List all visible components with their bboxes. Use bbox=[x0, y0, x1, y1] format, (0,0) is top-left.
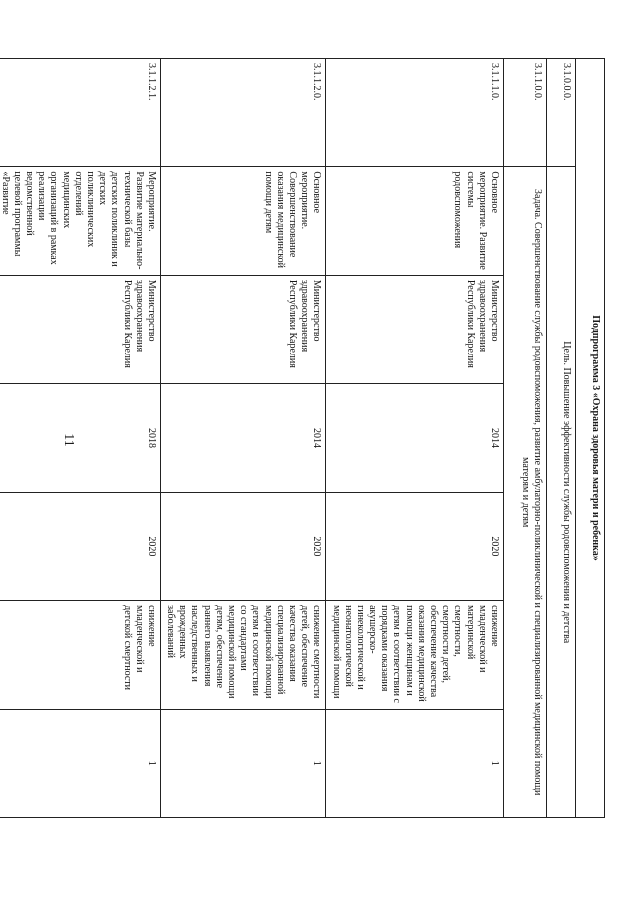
goal-code: 3.1.0.0.0. bbox=[547, 59, 576, 167]
table-row bbox=[160, 59, 325, 818]
row-executor: Министерство здравоохранения Республики Карелия bbox=[326, 275, 504, 383]
row-start-year: 2018 bbox=[0, 384, 160, 492]
row-end-year: 2020 bbox=[160, 492, 325, 600]
program-table bbox=[0, 58, 605, 818]
row-indicator: 1 bbox=[326, 709, 504, 817]
row-result: снижение младенческой и детской смертности bbox=[0, 601, 160, 709]
row-name: Мероприятие. Развитие материально-технической базы детских поликлиник и детских поликлинических отделений медицинских организаций в рамках реализации ведомственной целевой программы «Развитие bbox=[0, 167, 160, 275]
row-result: снижение младенческой и материнской смертности, смертности детей, обеспечение качества оказания медицинской помощи женщинам и детям в соответствии с порядками оказания акушерско-гинекологической и неонатологической медицинской помощи bbox=[326, 601, 504, 709]
row-indicator: 1 bbox=[0, 709, 160, 817]
goal-row bbox=[547, 59, 576, 818]
row-code: 3.1.1.2.0. bbox=[160, 59, 325, 167]
subprogram-title: Подпрограмма 3 «Охрана здоровья матери и ребенка» bbox=[576, 59, 605, 818]
table-row bbox=[0, 59, 160, 818]
row-start-year: 2014 bbox=[160, 384, 325, 492]
row-code: 3.1.1.1.0. bbox=[326, 59, 504, 167]
row-indicator: 1 bbox=[160, 709, 325, 817]
row-result: снижение смертности детей, обеспечение качества оказания специализированной медицинской помощи детям в соответствии со стандартами медицинской помощи детям, обеспечение раннего выявления наследственных и врожденных заболеваний bbox=[160, 601, 325, 709]
rotated-table-container bbox=[0, 58, 605, 818]
row-executor: Министерство здравоохранения Республики Карелия bbox=[160, 275, 325, 383]
table-row bbox=[326, 59, 504, 818]
row-name: Основное мероприятие. Совершенствование оказания медицинской помощи детям bbox=[160, 167, 325, 275]
subprogram-row bbox=[576, 59, 605, 818]
row-code: 3.1.1.2.1. bbox=[0, 59, 160, 167]
row-start-year: 2014 bbox=[326, 384, 504, 492]
task-text: Задача. Совершенствование службы родовспоможения, развитие амбулаторно-поликлинической и специализированной медицинской помощи матерям и детям bbox=[504, 167, 547, 818]
task-code: 3.1.1.0.0. bbox=[504, 59, 547, 167]
row-end-year: 2020 bbox=[0, 492, 160, 600]
page-number: 11 bbox=[61, 433, 76, 447]
row-name: Основное мероприятие. Развитие системы родовспоможения bbox=[326, 167, 504, 275]
task-row bbox=[504, 59, 547, 818]
row-end-year: 2020 bbox=[326, 492, 504, 600]
goal-text: Цель. Повышение эффективности службы родовспоможения и детства bbox=[547, 167, 576, 818]
row-executor: Министерство здравоохранения Республики Карелия bbox=[0, 275, 160, 383]
